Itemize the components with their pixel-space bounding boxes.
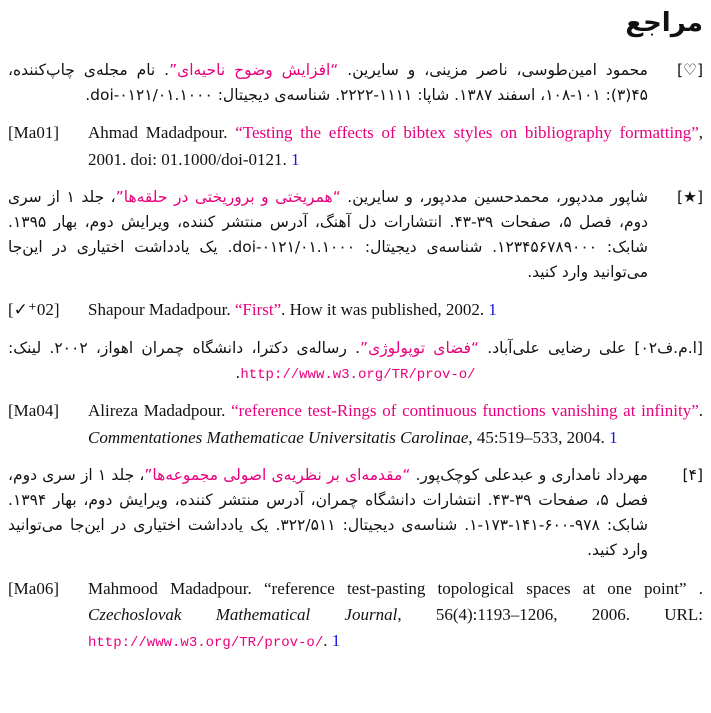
reference-text: علی رضایی علی‌آباد.: [479, 338, 635, 357]
entry-label: [۴]: [682, 466, 703, 485]
entry-text: [88, 297, 703, 323]
reference-text: محمود امین‌طوسی، ناصر مزینی، و سایرین.: [338, 61, 648, 79]
reference-text: Ahmad Madadpour.: [88, 123, 236, 143]
reference-entry: [8, 58, 703, 108]
reference-text: . How it was published, 2002.: [281, 300, 489, 320]
backref-link[interactable]: 1: [488, 300, 497, 320]
backref-link[interactable]: 1: [291, 149, 300, 169]
reference-text: Alireza Madadpour.: [88, 401, 232, 421]
entry-text: [88, 576, 703, 655]
entry-label: [✓⁺02]: [8, 300, 60, 320]
reference-text: , 45:519–533, 2004.: [468, 427, 610, 447]
entry-label: [Ma01]: [8, 123, 59, 143]
reference-entry: [8, 185, 703, 285]
reference-text: Shapour Madadpour.: [88, 300, 235, 320]
page-title: مراجع: [625, 8, 703, 38]
reference-text: ، جلد ۱ از سری دوم، فصل ۵، صفحات ۳۹-۴۳. انتشارات دانشگاه چمران، آدرس منتشر کننده، ویرایش دوم، بهار ۱۳۹۴. شابک: ۹۷۸-۶۰۰-۱۴۱-۱۷۳-۱. شناسه‌ی دیجیتال: ۳۲۲/۵۱۱. یک یادداشت اختیاری در این‌جا می‌توانید وارد کنید.: [8, 466, 649, 560]
entry-label: [♡]: [677, 61, 703, 79]
title-link[interactable]: “Testing the effects of bibtex styles on bibliography formatting”: [235, 123, 699, 143]
entry-text: [88, 398, 703, 451]
title-link[interactable]: “فضای توپولوژی”: [360, 338, 480, 357]
reference-entry: [8, 120, 703, 173]
entry-label: [★]: [677, 187, 703, 206]
entry-text: [8, 185, 648, 285]
reference-entry: [8, 336, 703, 387]
title-link[interactable]: “همریختی و بروریختی در حلقه‌ها”: [115, 187, 341, 206]
journal-name: Commentationes Mathematicae Universitatis Carolinae: [88, 427, 469, 447]
url-link[interactable]: http://www.w3.org/TR/prov-o/: [240, 366, 476, 383]
entry-text: [8, 336, 703, 387]
journal-name: Czechoslovak Mathematical Journal: [88, 604, 398, 624]
reference-text: مهرداد نامداری و عبدعلی کوچک‌پور.: [410, 466, 648, 485]
reference-text: . نام مجله‌ی چاپ‌کننده، ۴۵(۳): ۱۰۱-۱۰۸، اسفند ۱۳۸۷. شاپا: ۱۱۱۱-۲۲۲۲. شناسه‌ی دیجیتال: ۰۱.۱۰۰۰/doi-۰۱۲۱.: [8, 61, 648, 105]
reference-entry: [8, 398, 703, 451]
backref-link[interactable]: 1: [609, 427, 618, 447]
reference-text: شاپور مددپور، محمدحسین مددپور، و سایرین.: [340, 187, 648, 206]
title-link[interactable]: “افزایش وضوح ناحیه‌ای”: [169, 61, 339, 79]
entry-label: [Ma04]: [8, 401, 59, 421]
reference-text: .: [698, 401, 703, 421]
reference-text: .: [235, 363, 241, 382]
reference-entry: [8, 297, 703, 323]
backref-link[interactable]: 1: [331, 631, 341, 651]
entry-label: [ا.م.ف۰۲]: [634, 338, 703, 357]
reference-text: Mahmood Madadpour. “reference test-pasting topological spaces at one point” .: [88, 578, 703, 598]
reference-text: ، جلد ۱ از سری دوم، فصل ۵، صفحات ۳۹-۴۳. انتشارات دل آهنگ، آدرس منتشر کننده، ویرایش دوم، بهار ۱۳۹۵. شابک: ۱۲۳۴۵۶۷۸۹۰۰۰. شناسه‌ی دیجیتال: ۰۱.۱۰۰۰/doi-۰۱۲۱. یک یادداشت اختیاری در این‌جا می‌توانید وارد کنید.: [8, 187, 648, 282]
reference-list: [8, 58, 703, 655]
reference-text: , 56(4):1193–1206, 2006. URL:: [397, 604, 703, 624]
reference-text: .: [323, 631, 332, 651]
url-link[interactable]: http://www.w3.org/TR/prov-o/: [88, 635, 324, 652]
entry-text: [8, 463, 648, 563]
entry-label: [Ma06]: [8, 578, 59, 598]
title-link[interactable]: “First”: [234, 300, 282, 320]
reference-text: . رساله‌ی دکترا، دانشگاه چمران اهواز، ۲۰۰۲. لینک:: [8, 338, 361, 357]
reference-entry: [8, 576, 703, 655]
title-link[interactable]: “مقدمه‌ای بر نظریه‌ی اصولی مجموعه‌ها”: [144, 466, 411, 485]
entry-text: [8, 58, 648, 108]
entry-text: [88, 120, 703, 173]
title-link[interactable]: “reference test-Rings of continuous functions vanishing at infinity”: [231, 401, 699, 421]
reference-text: , 2001. doi: 01.1000/doi-0121.: [88, 123, 703, 169]
reference-entry: [8, 463, 703, 563]
